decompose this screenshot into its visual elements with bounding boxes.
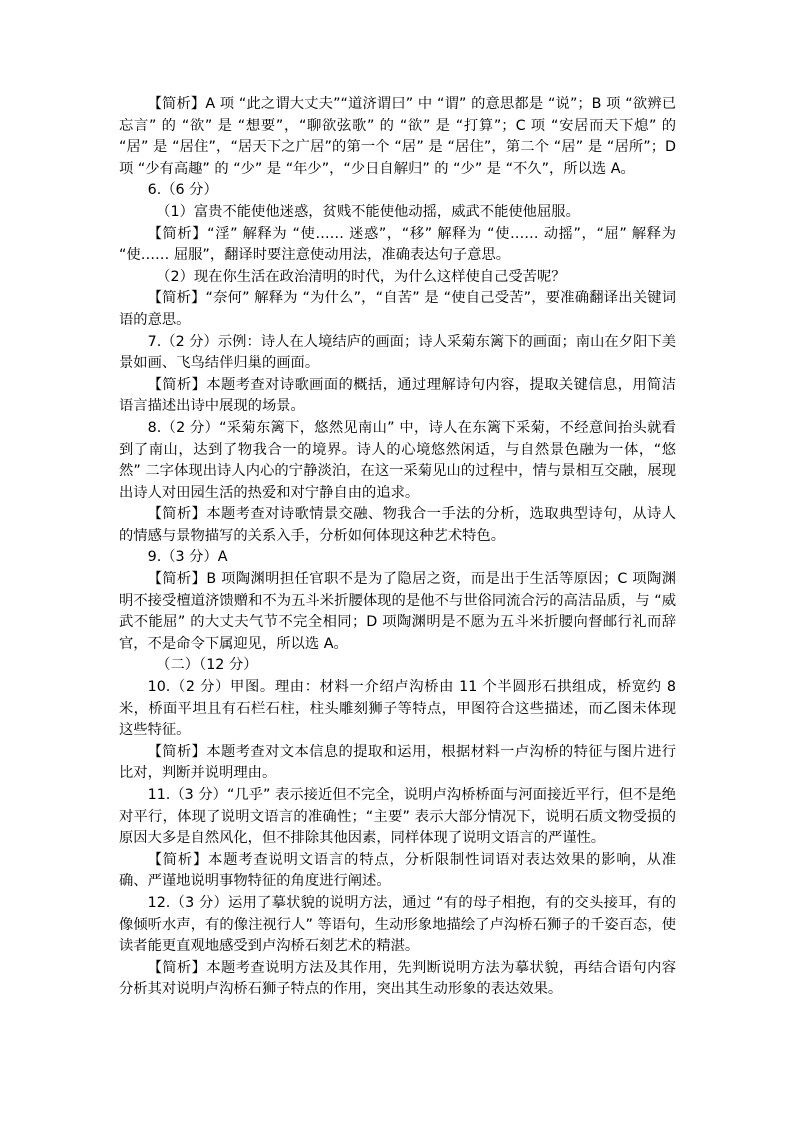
question-12-answer: 12.（3 分）运用了摹状貌的说明方法，通过 “有的母子相抱，有的交头接耳，有的像倾听水声，有的像注视行人” 等语句，生动形象地描绘了卢沟桥石狮子的千姿百态，使读者能更直观地感受到卢沟桥石刻艺术的精湛。 xyxy=(119,894,676,955)
q11-analysis: 【简析】本题考查说明文语言的特点，分析限制性词语对表达效果的影响，从准确、严谨地说明事物特征的角度进行阐述。 xyxy=(119,851,676,890)
question-7-answer: 7.（2 分）示例：诗人在人境结庐的画面；诗人采菊东篱下的画面；南山在夕阳下美景如画、飞鸟结伴归巢的画面。 xyxy=(119,333,676,372)
q6-answer-2: （2）现在你生活在政治清明的时代，为什么这样使自己受苦呢？ xyxy=(156,268,566,285)
q6-answer-1: （1）富贵不能使他迷惑，贫贱不能使他动摇，威武不能使他屈服。 xyxy=(156,203,580,220)
q8-analysis: 【简析】本题考查对诗歌情景交融、物我合一手法的分析，选取典型诗句，从诗人的情感与景物描写的关系入手，分析如何体现这种艺术特色。 xyxy=(119,506,676,544)
analysis-q5: 【简析】A 项 “此之谓大丈夫”“道济谓曰” 中 “谓” 的意思都是 “说”；B 项 “欲辨已忘言” 的 “欲” 是 “想要”，“聊欲弦歌” 的 “欲” 是 “打算”；C 项 “安居而天下熄” 的 “居” 是 “居住”，“居天下之广居”的第一个 “居” 是 “居住”，第二个 “居” 是 “居所”；D 项 “少有高趣” 的 “少” 是 “年少”，“少日自解归” 的 “少” 是 “不久”，所以选 A。 xyxy=(119,96,676,177)
q12-analysis: 【简析】本题考查说明方法及其作用，先判断说明方法为摹状貌，再结合语句内容分析其对说明卢沟桥石狮子特点的作用，突出其生动形象的表达效果。 xyxy=(119,959,676,998)
answer-text xyxy=(119,94,676,1001)
q6-analysis-2: 【简析】“奈何” 解释为 “为什么”，“自苦” 是 “使自己受苦”，要准确翻译出关键词语的意思。 xyxy=(119,290,676,328)
q9-analysis: 【简析】B 项陶渊明担任官职不是为了隐居之资，而是出于生活等原因；C 项陶渊明不接受檀道济馈赠和不为五斗米折腰体现的是他不与世俗同流合污的高洁品质，与 “威武不能屈” 的大丈夫气节不完全相同；D 项陶渊明是不愿为五斗米折腰向督邮行礼而辞官，不是命令下属迎见，所以选 A。 xyxy=(119,571,676,652)
question-8-answer: 8.（2 分）“采菊东篱下，悠然见南山” 中，诗人在东篱下采菊，不经意间抬头就看到了南山，达到了物我合一的境界。诗人的心境悠然闲适，与自然景色融为一体，“悠然” 二字体现出诗人内心的宁静淡泊，在这一采菊见山的过程中，情与景相互交融，展现出诗人对田园生活的热爱和对宁静自由的追求。 xyxy=(119,419,676,501)
question-11-answer: 11.（3 分）“几乎” 表示接近但不完全，说明卢沟桥桥面与河面接近平行，但不是绝对平行，体现了说明文语言的准确性；“主要” 表示大部分情况下，说明石质文物受损的原因大多是自然风化，但不排除其他因素，同样体现了说明文语言的严谨性。 xyxy=(119,787,676,847)
question-6-heading: 6.（6 分） xyxy=(147,182,218,199)
question-9-answer: 9.（3 分）A xyxy=(147,549,228,566)
section-2-heading: （二）（12 分） xyxy=(156,657,258,674)
question-10-answer: 10.（2 分）甲图。理由：材料一介绍卢沟桥由 11 个半圆形石拱组成，桥宽约 8 米，桥面平坦且有石栏石柱，柱头雕刻狮子等特点，甲图符合这些描述，而乙图未体现这些特征。 xyxy=(119,679,676,739)
q10-analysis: 【简析】本题考查对文本信息的提取和运用，根据材料一卢沟桥的特征与图片进行比对，判断并说明理由。 xyxy=(119,743,676,782)
q7-analysis: 【简析】本题考查对诗歌画面的概括，通过理解诗句内容，提取关键信息，用简洁语言描述出诗中展现的场景。 xyxy=(119,376,676,415)
q6-analysis-1: 【简析】“淫” 解释为 “使…… 迷惑”，“移” 解释为 “使…… 动摇”，“屈” 解释为 “使…… 屈服”，翻译时要注意使动用法，准确表达句子意思。 xyxy=(119,225,676,264)
